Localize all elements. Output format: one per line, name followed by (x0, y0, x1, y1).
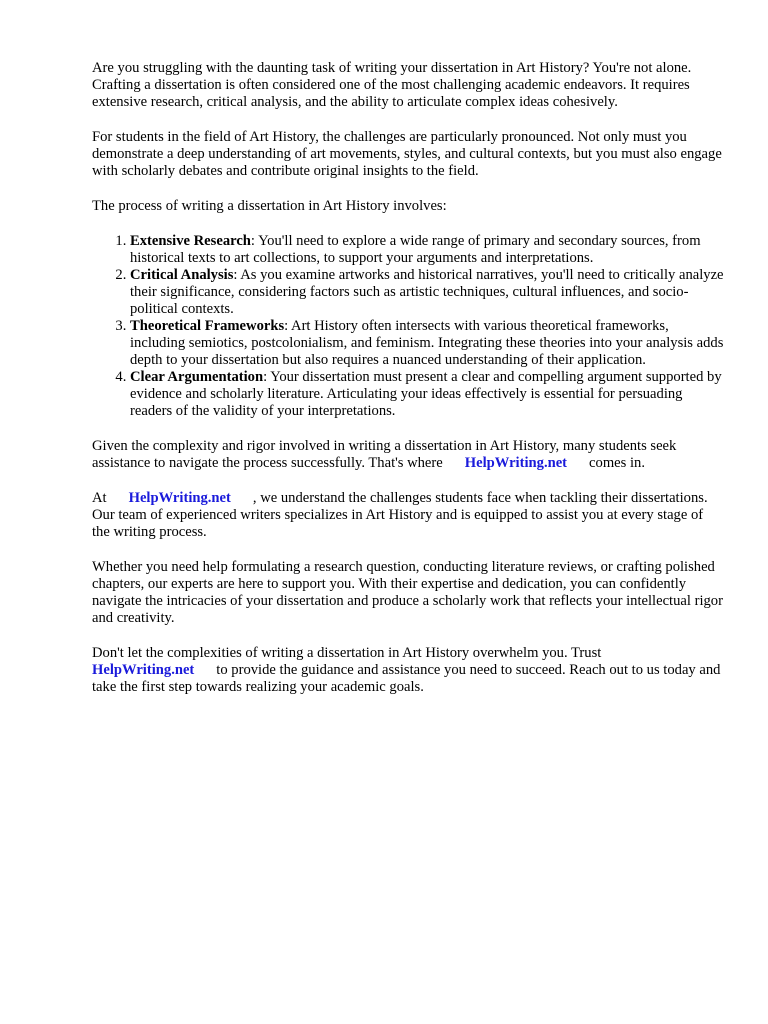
process-intro-paragraph: The process of writing a dissertation in Art History involves: (92, 198, 447, 214)
list-item-term: Extensive Research (130, 233, 251, 249)
list-item (130, 267, 724, 318)
document-body (92, 60, 724, 714)
list-item-term: Clear Argumentation (130, 369, 264, 385)
list-item-text: : Art History often intersects with various theoretical frameworks, including semiotics, postcolonialism, and feminism. Integrating these theories into your analysis adds depth to your dissertation but also requires a nuanced understanding of their application. (130, 318, 724, 368)
closing-paragraph (92, 645, 724, 696)
list-item (130, 318, 724, 369)
process-list (92, 233, 724, 420)
helpwriting-link[interactable]: HelpWriting.net (92, 662, 195, 678)
list-item (130, 369, 724, 420)
assistance-paragraph (92, 438, 724, 472)
list-item-term: Critical Analysis (130, 267, 234, 283)
paragraph-text: At (92, 490, 107, 506)
list-item-term: Theoretical Frameworks (130, 318, 285, 334)
paragraph-text: to provide the guidance and assistance you need to succeed. Reach out to us today and take the first step towards realizing your academic goals. (92, 662, 721, 695)
list-item-text: : You'll need to explore a wide range of primary and secondary sources, from historical texts to art collections, to support your arguments and interpretations. (130, 233, 701, 266)
paragraph-text: Don't let the complexities of writing a dissertation in Art History overwhelm you. Trust (92, 645, 602, 661)
list-item (130, 233, 724, 267)
challenges-paragraph: For students in the field of Art History, the challenges are particularly pronounced. Not only must you demonstrate a deep understanding of art movements, styles, and cultural contexts, but you must also engage with scholarly debates and contribute original insights to the field. (92, 129, 722, 179)
helpwriting-link[interactable]: HelpWriting.net (128, 490, 231, 506)
support-paragraph: Whether you need help formulating a research question, conducting literature reviews, or crafting polished chapters, our experts are here to support you. With their expertise and dedication, you can confidently navigate the intricacies of your dissertation and produce a scholarly work that reflects your intellectual rigor and creativity. (92, 559, 723, 626)
paragraph-text: comes in. (589, 455, 645, 471)
paragraph-text: , we understand the challenges students face when tackling their dissertations. Our team of experienced writers specializes in Art History and is equipped to assist you at every stage of the writing process. (92, 490, 708, 540)
list-item-text: : Your dissertation must present a clear and compelling argument supported by evidence and scholarly literature. Articulating your ideas effectively is essential for persuading readers of the validity of your interpretations. (130, 369, 722, 419)
helpwriting-link[interactable]: HelpWriting.net (464, 455, 568, 471)
paragraph-text: Given the complexity and rigor involved in writing a dissertation in Art History, many students seek assistance to navigate the process successfully. That's where (92, 438, 677, 471)
intro-paragraph: Are you struggling with the daunting task of writing your dissertation in Art History? You're not alone. Crafting a dissertation is often considered one of the most challenging academic endeavors. It requires extensive research, critical analysis, and the ability to articulate complex ideas cohesively. (92, 60, 692, 110)
list-item-text: : As you examine artworks and historical narratives, you'll need to critically analyze their significance, considering factors such as artistic techniques, cultural influences, and socio-political contexts. (130, 267, 724, 317)
service-paragraph (92, 490, 724, 541)
